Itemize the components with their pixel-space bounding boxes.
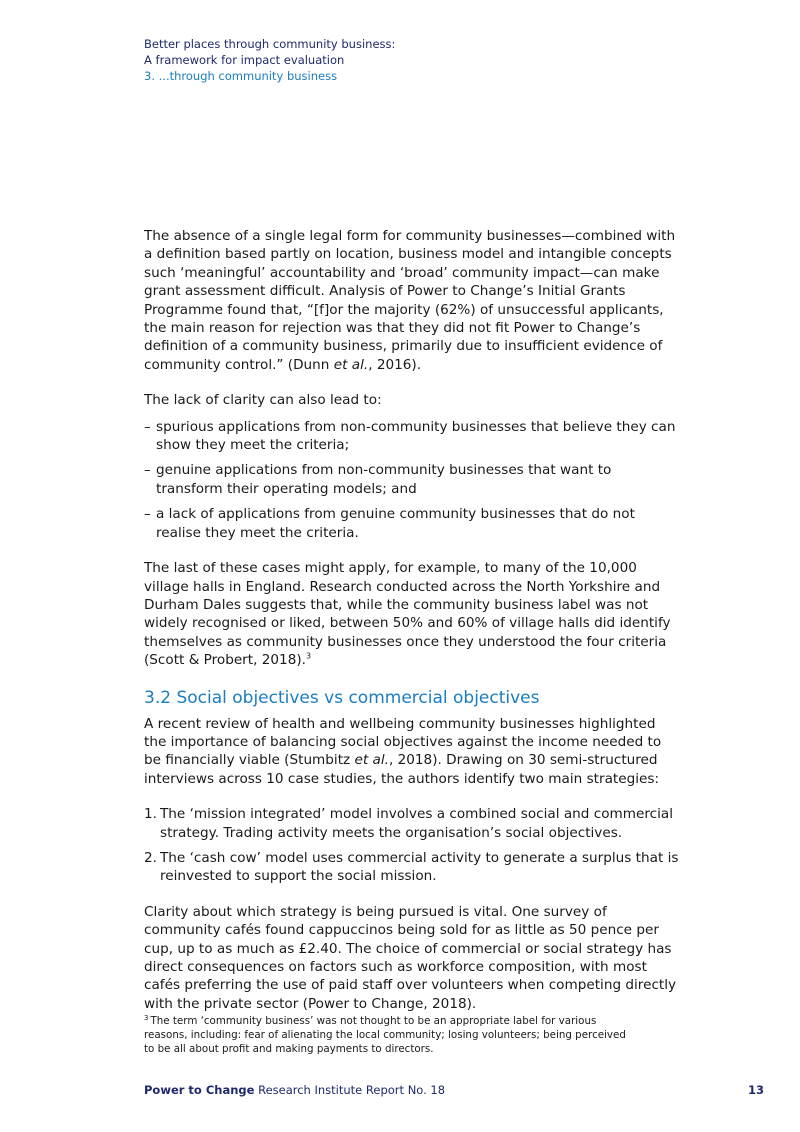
header-section-label: 3. ...through community business xyxy=(144,69,338,83)
paragraph-lack-of-clarity: The lack of clarity can also lead to: xyxy=(144,392,382,409)
paragraph-text: A recent review of health and wellbeing community businesses highlighted the importance of balancing social objectives against the income needed to be financially viable (Stumbitz xyxy=(144,715,662,769)
paragraph-text: The absence of a single legal form for community businesses—combined with a definition based partly on location, business model and intangible concepts such ‘meaningful’ accountability and ‘broad’ community impact—can make grant assessment difficult. Analysis of Power to Change’s Initial Grants Programme found that, “[f]or the majority (62%) of unsuccessful applicants, the main reason for rejection was that they did not fit Power to Change’s definition of a community business, primarily due to insufficient evidence of community control.” (Dunn xyxy=(144,228,676,373)
number-marker: 1. xyxy=(144,806,157,823)
paragraph-text: , 2016). xyxy=(368,356,422,373)
section-heading: 3.2 Social objectives vs commercial objectives xyxy=(144,687,540,708)
italic-et-al: et al. xyxy=(354,752,389,769)
footer-report-label: Research Institute Report No. 18 xyxy=(254,1083,446,1097)
footnote-text: The term ‘community business’ was not thought to be an appropriate label for various reasons, including: fear of alienating the local community; losing volunteers; being perceived to be all about profit and making payments to directors. xyxy=(144,1015,626,1055)
paragraph-strategy-clarity: Clarity about which strategy is being pursued is vital. One survey of community cafés found cappuccinos being sold for as little as 50 pence per cup, up to as much as £2.40. The choice of commercial or social strategy has direct consequences on factors such as workforce composition, with most cafés preferring the use of paid staff over volunteers when competing directly with the private sector (Power to Change, 2018). xyxy=(144,903,677,1012)
list-item-text: The ‘cash cow’ model uses commercial activity to generate a surplus that is reinvested to support the social mission. xyxy=(160,849,679,885)
list-item xyxy=(144,461,679,498)
paragraph-village-halls xyxy=(144,559,679,669)
paragraph-legal-form xyxy=(144,227,679,374)
list-item-text: a lack of applications from genuine community businesses that do not realise they meet the criteria. xyxy=(156,506,635,541)
list-item-text: spurious applications from non-community businesses that believe they can show they meet the criteria; xyxy=(156,418,676,454)
dash-marker: – xyxy=(144,418,151,435)
page-footer xyxy=(144,1082,764,1098)
header-title-line-1: Better places through community business: xyxy=(144,37,396,51)
list-item xyxy=(144,805,679,842)
footer-brand: Power to Change xyxy=(144,1083,255,1097)
list-item xyxy=(144,505,679,542)
body-text xyxy=(144,227,679,1030)
footnote-reference: 3 xyxy=(305,651,312,661)
numbered-list xyxy=(144,805,679,886)
running-header xyxy=(144,36,624,84)
header-title-line-2: A framework for impact evaluation xyxy=(144,53,345,67)
list-item-text: The ‘mission integrated’ model involves a combined social and commercial strategy. Trading activity meets the organisation’s social objectives. xyxy=(160,806,674,841)
dash-list xyxy=(144,418,679,542)
dash-marker: – xyxy=(144,506,151,523)
page-number: 13 xyxy=(747,1083,764,1097)
dash-marker: – xyxy=(144,462,151,479)
list-item-text: genuine applications from non-community businesses that want to transform their operating models; and xyxy=(156,462,612,497)
list-item xyxy=(144,418,679,455)
list-item xyxy=(144,849,679,886)
footnote xyxy=(144,1014,634,1056)
number-marker: 2. xyxy=(144,849,157,866)
paragraph-health-review xyxy=(144,715,679,789)
paragraph-text: , 2018). Drawing on 30 semi-structured interviews across 10 case studies, the authors identify two main strategies: xyxy=(144,752,660,787)
paragraph-text: The last of these cases might apply, for example, to many of the 10,000 village halls in England. Research conducted across the North Yorkshire and Durham Dales suggests that, while the community business label was not widely recognised or liked, between 50% and 60% of village halls did identify themselves as community businesses once they understood the four criteria (Scott & Probert, 2018). xyxy=(144,560,671,669)
footnote-marker: 3 xyxy=(144,1013,149,1022)
italic-et-al: et al. xyxy=(333,356,369,373)
